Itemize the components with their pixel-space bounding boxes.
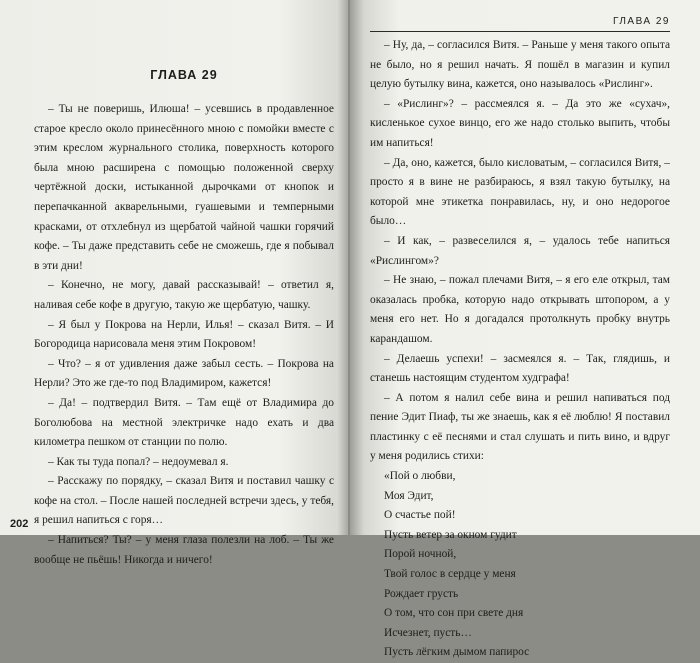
paragraph: – «Рислинг»? – рассмеялся я. – Да это же «сухач», кисленькое сухое винцо, его же надо столько выпить, чтобы им напиться!	[370, 97, 670, 149]
verse-line: Пусть ветер за окном гудит	[384, 528, 517, 541]
verse-line: Пусть лёгким дымом папирос	[384, 646, 530, 659]
paragraph: – Ну, да, – согласился Витя. – Раньше у меня такого опыта не было, но я решил начать. Я пошёл в магазин и купил целую бутылку вина, кажется, оно называлось «Рислинг».	[370, 39, 670, 91]
page-number: 202	[10, 518, 29, 530]
paragraph: – Я был у Покрова на Нерли, Илья! – сказал Витя. – И Богородица нарисовала меня этим Покровом!	[34, 318, 334, 351]
chapter-title: ГЛАВА 29	[150, 68, 218, 82]
paragraph: – Расскажу по порядку, – сказал Витя и поставил чашку с кофе на стол. – После нашей последней встречи здесь, у тебя, я решил напиться с горя…	[34, 475, 334, 527]
running-head-rule	[370, 31, 670, 32]
poem	[370, 467, 670, 663]
paragraph: – Как ты туда попал? – недоумевал я.	[48, 455, 229, 468]
verse-line: О том, что сон при свете дня	[384, 607, 524, 620]
paragraph: – Ты не поверишь, Илюша! – усевшись в продавленное старое кресло около принесённого мною с помойки вместе с этим креслом журнального столика, поверхность которого была мною расширена с помощью положенной сверху чертёжной доски, истыканной дырочками от кнопок и перепачканной акварельными, гуашевыми и темперными красками, от отхлебнул из щербатой чайной чашки горячий кофе. – Ты даже представить себе не сможешь, где я побывал в эти дни!	[34, 103, 334, 272]
paragraph: – А потом я налил себе вина и решил напиваться под пение Эдит Пиаф, ты же знаешь, как я её люблю! Я поставил пластинку с её песнями и стал слушать и пить вино, и вдруг у меня родились стихи:	[370, 391, 670, 463]
paragraph: – Конечно, не могу, давай рассказывай! – ответил я, наливая себе кофе в другую, такую же щербатую, чашку.	[34, 279, 334, 311]
paragraph: – Да! – подтвердил Витя. – Там ещё от Владимира до Боголюбова на местной электричке надо ехать и два километра пешком от станции по полю.	[34, 396, 334, 449]
verse-line: «Пой о любви,	[384, 470, 456, 483]
paragraph: – И как, – развеселился я, – удалось тебе напиться «Рислингом»?	[370, 234, 670, 267]
running-head: ГЛАВА 29	[613, 16, 670, 27]
verse-line: Твой голос в сердце у меня	[384, 568, 516, 581]
paragraph: – Не знаю, – пожал плечами Витя, – я его еле открыл, там оказалась пробка, которую надо открывать штопором, а у меня его нет. Но я догадался протолкнуть пробку внутрь карандашом.	[370, 274, 670, 345]
left-page-text	[34, 100, 334, 570]
paragraph: – Да, оно, кажется, было кисловатым, – согласился Витя, – просто я в вине не разбираюсь, я взял такую бутылку, на которой мне этикетка понравилась, ну, и оно недорогое было…	[370, 156, 670, 228]
verse-line: О счастье пой!	[384, 509, 456, 522]
verse-line: Моя Эдит,	[384, 489, 434, 502]
right-page-text	[370, 36, 670, 663]
verse-line: Исчезнет, пусть…	[384, 626, 472, 639]
paragraph: – Делаешь успехи! – засмеялся я. – Так, глядишь, и станешь настоящим студентом худграфа!	[370, 352, 670, 385]
paragraph: – Что? – я от удивления даже забыл сесть. – Покрова на Нерли? Это же где-то под Владимиром, кажется!	[34, 357, 334, 390]
verse-line: Рождает грусть	[384, 587, 459, 600]
verse-line: Порой ночной,	[384, 548, 457, 561]
paragraph: – Напиться? Ты? – у меня глаза полезли на лоб. – Ты же вообще не пьёшь! Никогда и ничего!	[34, 534, 334, 566]
